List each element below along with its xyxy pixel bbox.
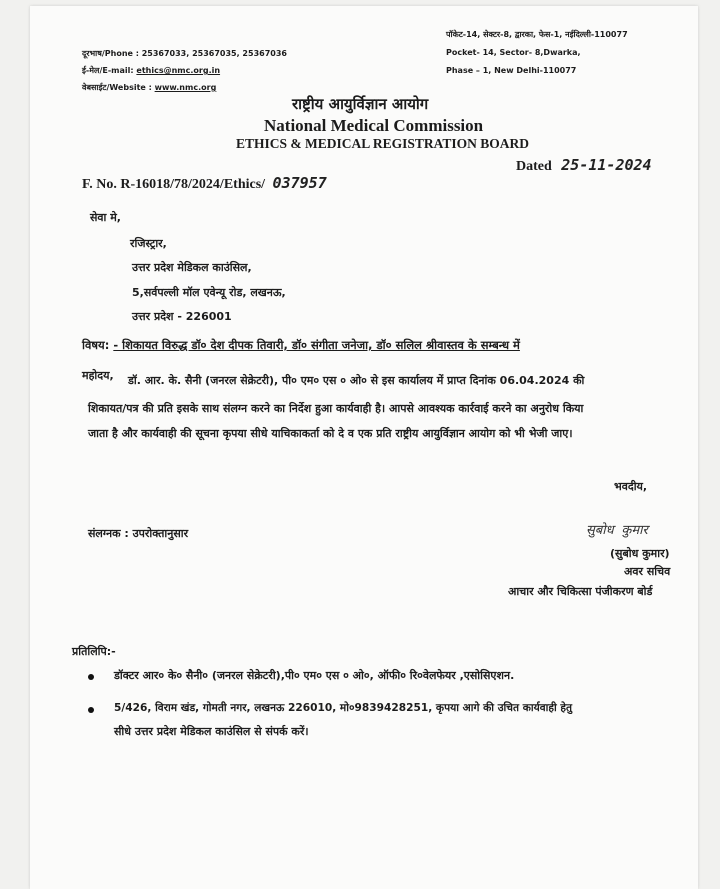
- phone-line: [82, 48, 287, 59]
- body-line-3: जाता है और कार्यवाही की सूचना कृपया सीधे याचिकाकर्ता को दे व एक प्रति राष्ट्रीय आयुर्विज्ञान आयोग को भी भेजी जाए।: [88, 427, 573, 440]
- subject-label: विषय:: [82, 338, 110, 352]
- subject-text: - शिकायत विरुद्ध डॉ० देश दीपक तिवारी, डॉ० संगीता जनेजा, डॉ० सलिल श्रीवास्तव के सम्बन्ध में: [113, 338, 520, 352]
- file-number: [82, 174, 327, 193]
- subject-line: [82, 338, 520, 353]
- email-line: [82, 65, 220, 76]
- recipient-line-1: रजिस्ट्रार,: [130, 237, 167, 250]
- file-number-printed: F. No. R-16018/78/2024/Ethics/: [82, 177, 266, 192]
- address-hindi: पॉकेट-14, सेक्टर-8, द्वारका, फेस-1, नईदिल्ली-110077: [446, 30, 628, 39]
- letter-page: [30, 6, 698, 889]
- bullet-2-icon: [88, 707, 94, 713]
- address-english-2: Phase – 1, New Delhi-110077: [446, 66, 577, 75]
- phone-numbers: 25367033, 25367035, 25367036: [141, 49, 287, 58]
- copy-label: प्रतिलिपि:-: [72, 645, 116, 658]
- yours-faithfully: भवदीय,: [614, 480, 648, 493]
- dated-field: [516, 156, 652, 175]
- copy-item-1: डॉक्टर आर० के० सैनी० (जनरल सेक्रेटरी),पी० एम० एस ० ओ०, ऑफी० रि०वेलफेयर ,एसोसिएशन.: [114, 669, 515, 682]
- copy-item-2-line-2: सीधे उत्तर प्रदेश मेडिकल काउंसिल से संपर्क करें।: [114, 725, 309, 738]
- recipient-line-4: उत्तर प्रदेश - 226001: [132, 310, 232, 323]
- bullet-1-icon: [88, 674, 94, 680]
- website-link[interactable]: www.nmc.org: [154, 83, 217, 92]
- signatory-name: (सुबोध कुमार): [610, 547, 670, 560]
- copy-item-2-line-1: 5/426, विराम खंड, गोमती नगर, लखनऊ 226010, मो०9839428251, कृपया आगे की उचित कार्यवाही हेतु: [114, 702, 573, 714]
- signatory-designation: अवर सचिव: [624, 565, 671, 578]
- body-line-1: डॉ. आर. के. सैनी (जनरल सेक्रेटरी), पी० एम० एस ० ओ० से इस कार्यालय में प्राप्त दिनांक 06.04.2024 की: [128, 374, 585, 387]
- commission-title-english: National Medical Commission: [264, 116, 484, 135]
- signatory-board: आचार और चिकित्सा पंजीकरण बोर्ड: [508, 585, 653, 598]
- salutation: सेवा मे,: [90, 211, 121, 224]
- enclosure-note: संलग्नक : उपरोक्तानुसार: [88, 527, 189, 540]
- commission-title-hindi: राष्ट्रीय आयुर्विज्ञान आयोग: [292, 95, 429, 113]
- greeting: महोदय,: [82, 369, 114, 382]
- signature-scribble: सुबोध कुमार: [586, 523, 648, 538]
- email-label: ई-मेल/E-mail:: [82, 66, 134, 75]
- email-link[interactable]: ethics@nmc.org.in: [136, 66, 221, 75]
- body-line-2: शिकायत/पत्र की प्रति इसके साथ संलग्न करने का निर्देश हुआ कार्यवाही है। आपसे आवश्यक कार्रवाई करने का अनुरोध किया: [88, 402, 584, 415]
- phone-label: दूरभाष/Phone :: [82, 49, 139, 58]
- board-title: ETHICS & MEDICAL REGISTRATION BOARD: [236, 136, 530, 151]
- recipient-line-3: 5,सर्वपल्ली मॉल एवेन्यू रोड, लखनऊ,: [132, 286, 286, 299]
- address-english-1: Pocket- 14, Sector- 8,Dwarka,: [446, 48, 581, 57]
- website-line: [82, 82, 216, 93]
- website-label: वेबसाईट/Website :: [82, 83, 152, 92]
- recipient-line-2: उत्तर प्रदेश मेडिकल काउंसिल,: [132, 261, 252, 274]
- dated-handwritten-value: 25-11-2024: [561, 156, 652, 174]
- file-number-handwritten: 037957: [272, 174, 327, 192]
- dated-label: Dated: [516, 159, 552, 174]
